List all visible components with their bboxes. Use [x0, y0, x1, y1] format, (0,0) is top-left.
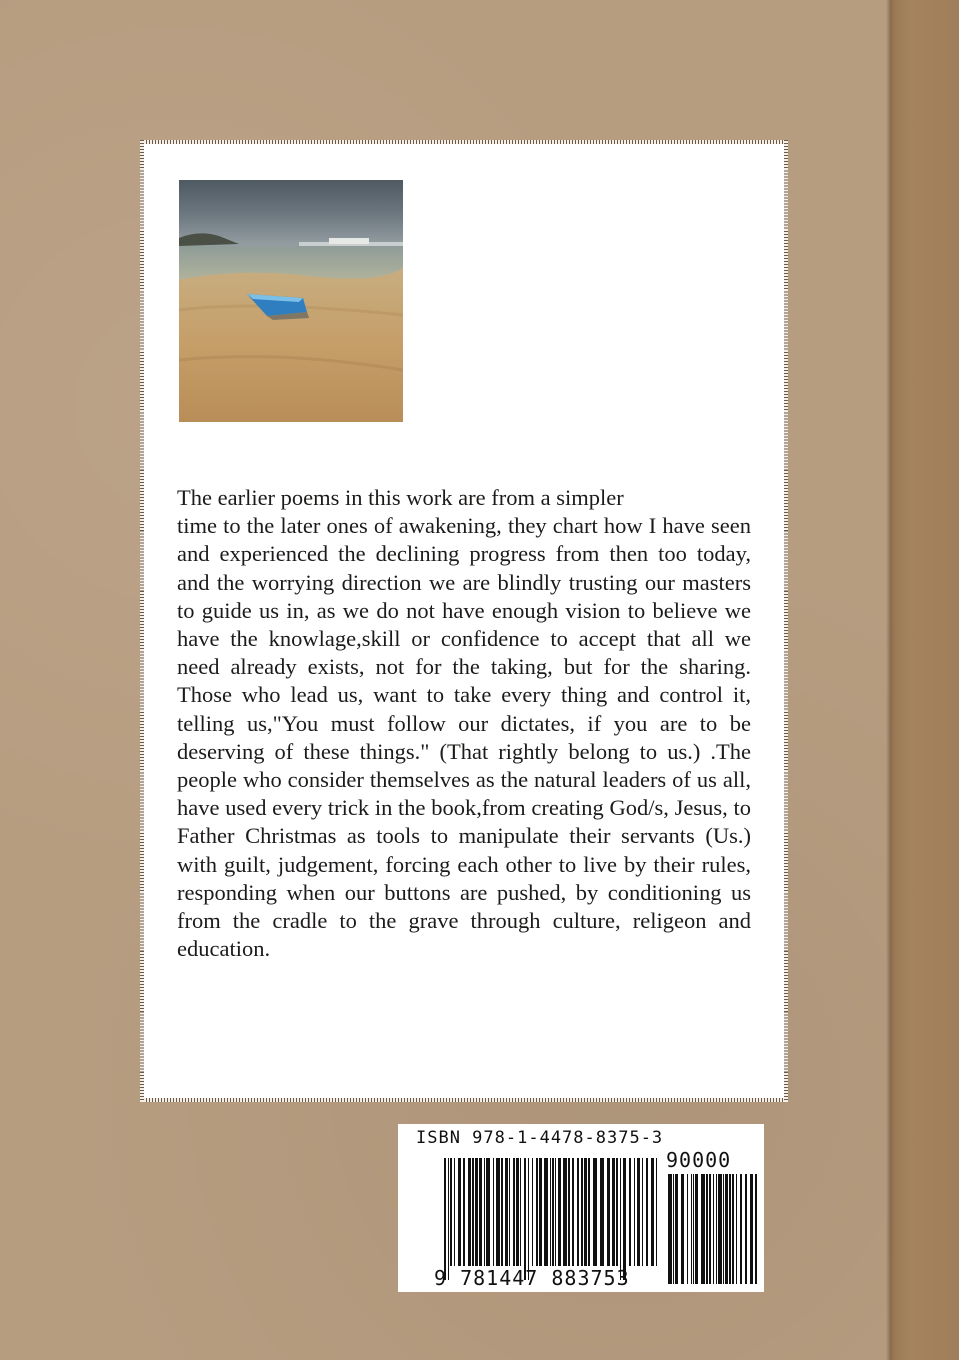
price-code: 90000 [666, 1148, 732, 1172]
beach-boat-photo [179, 180, 403, 422]
book-spine [890, 0, 959, 1360]
blurb-first-line: The earlier poems in this work are from a simpler [177, 485, 624, 510]
back-cover-blurb [177, 484, 751, 963]
ean-digits: 9 781447 883753 [434, 1266, 630, 1290]
isbn-barcode [398, 1124, 764, 1292]
blurb-body: time to the later ones of awakening, they chart how I have seen and experienced the declining progress from then too today, and the worrying direction we are blindly trusting our masters to guide us in, as we do not have enough vision to believe we have the knowlage,skill or confidence to accept that all we need already exists, not for the taking, but for the sharing. Those who lead us, want to take every thing and control it, telling us,"You must follow our dictates, if you are to be deserving of these things." (That rightly belong to us.) .The people who consider themselves as the natural leaders of us all, have used every trick in the book,from creating God/s, Jesus, to Father Christmas as tools to manipulate their servants (Us.) with guilt, judgement, forcing each other to live by their rules, responding when our buttons are pushed, by conditioning us from the cradle to the grave through culture, religeon and education. [177, 513, 751, 962]
isbn-label: ISBN 978-1-4478-8375-3 [416, 1128, 664, 1148]
